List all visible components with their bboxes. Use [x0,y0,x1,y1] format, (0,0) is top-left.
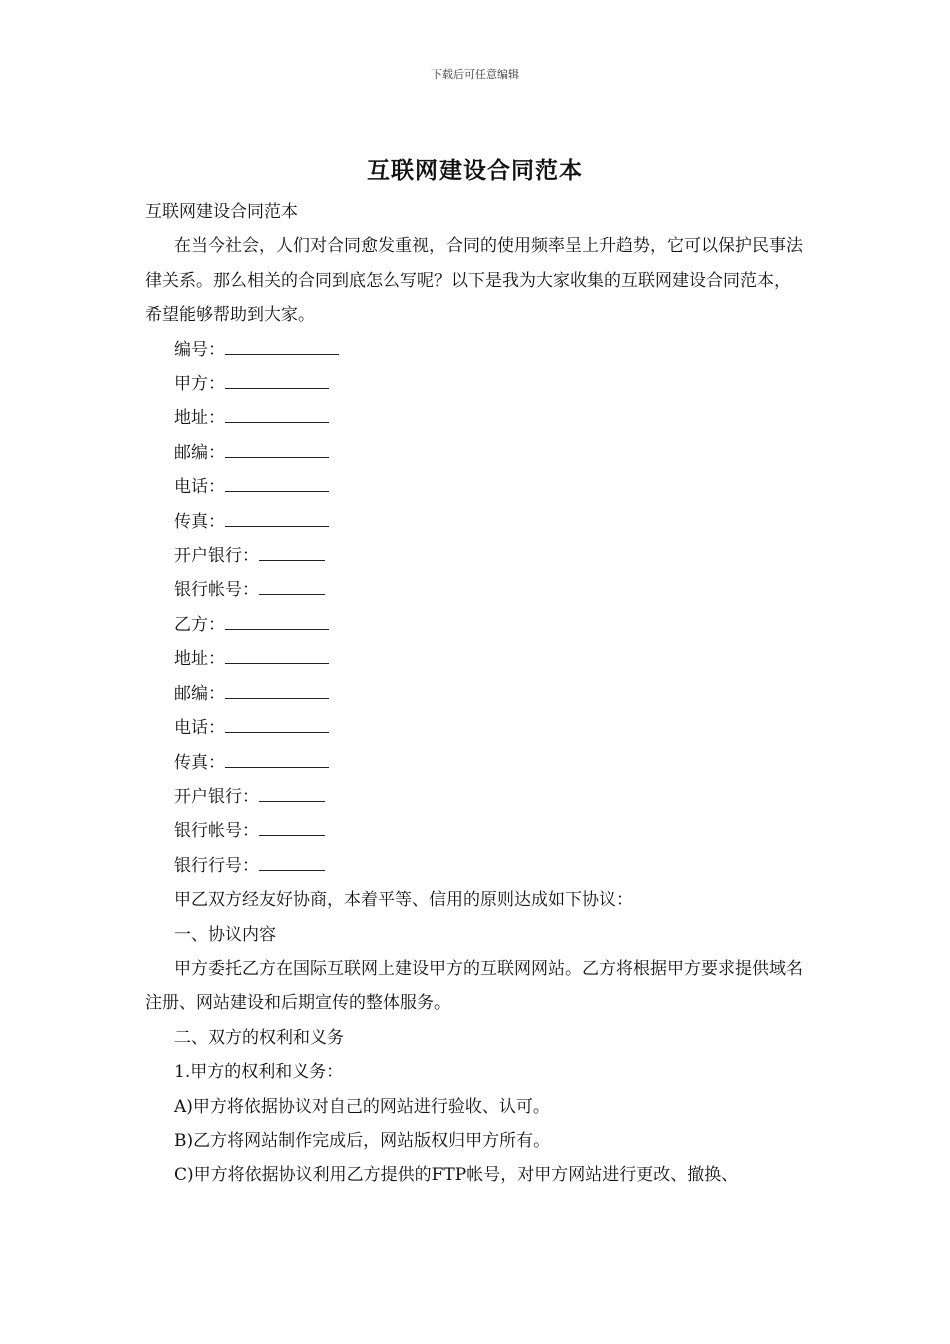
form-field [145,436,807,470]
form-field-blank [225,718,329,733]
form-field-label: 传真： [174,511,225,532]
form-field-label: 开户银行： [174,546,259,567]
section-2-heading: 二、双方的权利和义务 [174,1027,344,1048]
form-field-label: 电话： [174,718,225,739]
form-field-label: 乙方： [174,614,225,635]
form-field [145,849,807,883]
agreement-intro: 甲乙双方经友好协商，本着平等、信用的原则达成如下协议： [174,890,633,911]
section-1-heading: 一、协议内容 [174,924,276,945]
form-field [145,746,807,780]
form-field-label: 编号： [174,339,225,360]
form-field-blank [225,649,329,664]
clause-b: B)乙方将网站制作完成后，网站版权归甲方所有。 [174,1130,551,1151]
form-field-blank [225,477,329,492]
form-field-blank [225,443,329,458]
form-field [145,608,807,642]
intro-paragraph: 在当今社会，人们对合同愈发重视，合同的使用频率呈上升趋势，它可以保护民事法律关系。那么相关的合同到底怎么写呢？以下是我为大家收集的互联网建设合同范本，希望能够帮助到大家。 [145,236,803,326]
form-field [145,401,807,435]
form-field-blank [259,856,325,871]
section-1-body: 甲方委托乙方在国际互联网上建设甲方的互联网网站。乙方将根据甲方要求提供域名注册、网站建设和后期宣传的整体服务。 [145,958,803,1014]
form-field [145,505,807,539]
form-field [145,470,807,504]
clause-c: C)甲方将依据协议利用乙方提供的FTP帐号，对甲方网站进行更改、撤换、 [174,1165,739,1186]
form-field [145,780,807,814]
form-field-label: 地址： [174,408,225,429]
form-field-blank [259,787,325,802]
form-field-blank [225,340,339,355]
form-field-label: 邮编： [174,442,225,463]
document-subtitle: 互联网建设合同范本 [145,202,298,222]
form-field [145,539,807,573]
document-title: 互联网建设合同范本 [367,157,583,184]
form-field [145,367,807,401]
form-field-blank [225,374,329,389]
form-field [145,711,807,745]
form-field-blank [225,408,329,423]
document-body [145,195,807,1193]
section-2-subheading: 1.甲方的权利和义务： [174,1062,344,1083]
form-field [145,333,807,367]
clause-a: A)甲方将依据协议对自己的网站进行验收、认可。 [174,1096,550,1117]
page-header-note: 下载后可任意编辑 [431,68,519,81]
form-field-blank [259,821,325,836]
form-field-blank [259,580,325,595]
form-field-label: 邮编： [174,683,225,704]
form-field-blank [225,753,329,768]
form-field [145,814,807,848]
form-field-label: 传真： [174,752,225,773]
form-field-label: 甲方： [174,374,225,395]
form-field [145,677,807,711]
form-field-label: 银行帐号： [174,821,259,842]
form-field-label: 电话： [174,477,225,498]
form-field-label: 银行行号： [174,855,259,876]
contract-fields [145,333,807,884]
form-field-blank [225,684,329,699]
form-field-label: 开户银行： [174,786,259,807]
form-field-blank [225,615,329,630]
form-field-blank [259,546,325,561]
form-field-label: 地址： [174,649,225,670]
form-field-blank [225,512,329,527]
form-field [145,573,807,607]
form-field-label: 银行帐号： [174,580,259,601]
form-field [145,642,807,676]
